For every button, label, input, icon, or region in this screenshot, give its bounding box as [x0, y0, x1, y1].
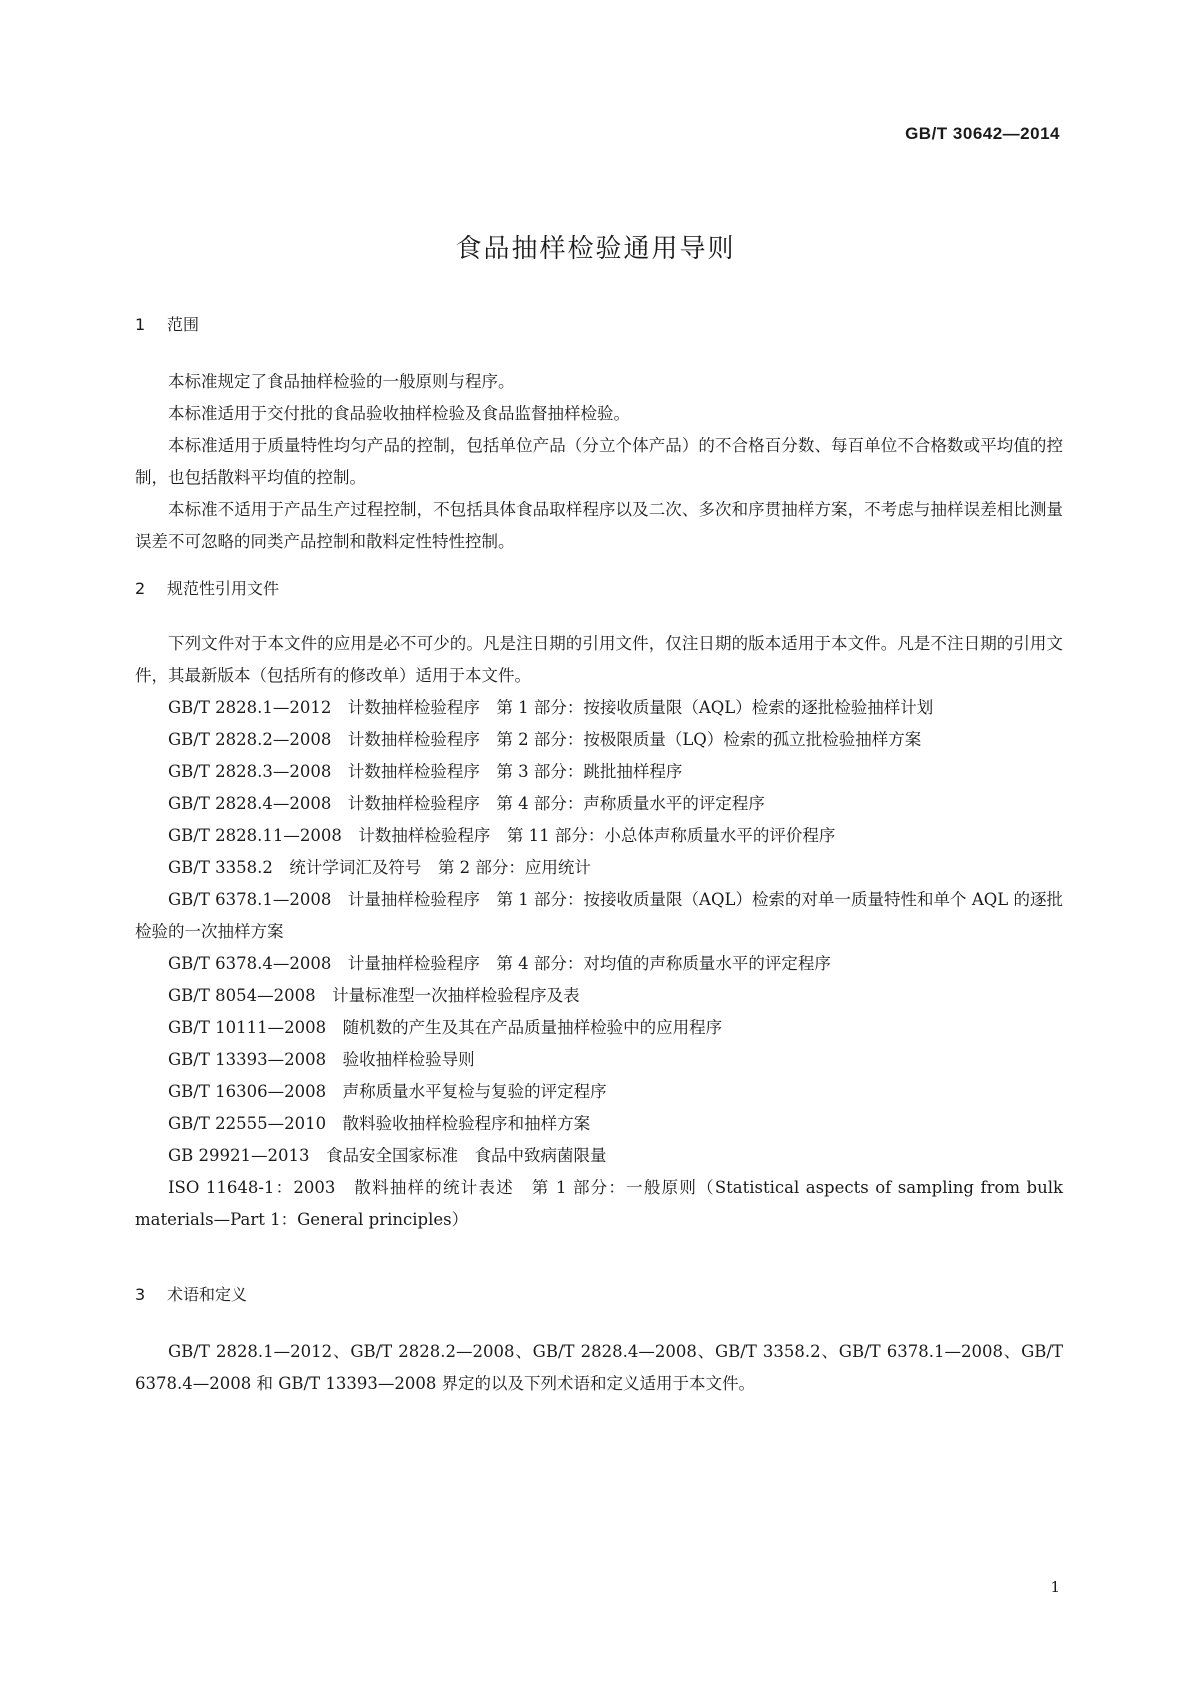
reference-item: GB/T 8054—2008 计量标准型一次抽样检验程序及表 — [168, 986, 580, 1005]
section-title: 规范性引用文件 — [167, 579, 280, 598]
reference-item: GB/T 2828.1—2012 计数抽样检验程序 第 1 部分：按接收质量限（AQL）检索的逐批检验抽样计划 — [168, 698, 934, 717]
paragraph: 本标准不适用于产品生产过程控制，不包括具体食品取样程序以及二次、多次和序贯抽样方案，不考虑与抽样误差相比测量误差不可忽略的同类产品控制和散料定性特性控制。 — [135, 500, 1063, 551]
document-title: 食品抽样检验通用导则 — [455, 234, 736, 264]
reference-item: GB/T 2828.11—2008 计数抽样检验程序 第 11 部分：小总体声称质量水平的评价程序 — [168, 826, 836, 845]
standard-code: GB/T 30642—2014 — [905, 124, 1060, 143]
section-heading-terms-definitions — [135, 1282, 247, 1305]
reference-item: GB/T 10111—2008 随机数的产生及其在产品质量抽样检验中的应用程序 — [168, 1018, 723, 1037]
section-body-normative-references — [135, 628, 1063, 1236]
reference-item: GB 29921—2013 食品安全国家标准 食品中致病菌限量 — [168, 1146, 607, 1165]
section-number: 3 — [135, 1285, 146, 1304]
reference-item: GB/T 22555—2010 散料验收抽样检验程序和抽样方案 — [168, 1114, 591, 1133]
paragraph: 本标准规定了食品抽样检验的一般原则与程序。 — [168, 372, 515, 391]
paragraph: GB/T 2828.1—2012、GB/T 2828.2—2008、GB/T 2828.4—2008、GB/T 3358.2、GB/T 6378.1—2008、GB/T 6378.4—2008 和 GB/T 13393—2008 界定的以及下列术语和定义适用于本文件。 — [135, 1342, 1063, 1393]
reference-item: GB/T 2828.3—2008 计数抽样检验程序 第 3 部分：跳批抽样程序 — [168, 762, 683, 781]
page-number: 1 — [1050, 1578, 1060, 1596]
reference-item: GB/T 3358.2 统计学词汇及符号 第 2 部分：应用统计 — [168, 858, 591, 877]
reference-item: ISO 11648-1：2003 散料抽样的统计表述 第 1 部分：一般原则（Statistical aspects of sampling from bulk materials—Part 1：General principles） — [135, 1178, 1063, 1229]
reference-item: GB/T 6378.1—2008 计量抽样检验程序 第 1 部分：按接收质量限（AQL）检索的对单一质量特性和单个 AQL 的逐批检验的一次抽样方案 — [135, 890, 1063, 941]
section-title: 范围 — [167, 315, 200, 334]
section-body-scope — [135, 366, 1063, 558]
reference-item: GB/T 16306—2008 声称质量水平复检与复验的评定程序 — [168, 1082, 607, 1101]
paragraph: 下列文件对于本文件的应用是必不可少的。凡是注日期的引用文件，仅注日期的版本适用于本文件。凡是不注日期的引用文件，其最新版本（包括所有的修改单）适用于本文件。 — [135, 634, 1063, 685]
section-body-terms-definitions — [135, 1336, 1063, 1400]
section-number: 1 — [135, 315, 146, 334]
reference-item: GB/T 6378.4—2008 计量抽样检验程序 第 4 部分：对均值的声称质量水平的评定程序 — [168, 954, 831, 973]
section-title: 术语和定义 — [167, 1285, 248, 1304]
section-heading-normative-references — [135, 576, 279, 599]
reference-item: GB/T 2828.4—2008 计数抽样检验程序 第 4 部分：声称质量水平的评定程序 — [168, 794, 765, 813]
reference-item: GB/T 13393—2008 验收抽样检验导则 — [168, 1050, 475, 1069]
paragraph: 本标准适用于质量特性均匀产品的控制，包括单位产品（分立个体产品）的不合格百分数、每百单位不合格数或平均值的控制，也包括散料平均值的控制。 — [135, 436, 1063, 487]
section-number: 2 — [135, 579, 146, 598]
reference-item: GB/T 2828.2—2008 计数抽样检验程序 第 2 部分：按极限质量（LQ）检索的孤立批检验抽样方案 — [168, 730, 922, 749]
section-heading-scope — [135, 312, 199, 335]
paragraph: 本标准适用于交付批的食品验收抽样检验及食品监督抽样检验。 — [168, 404, 630, 423]
